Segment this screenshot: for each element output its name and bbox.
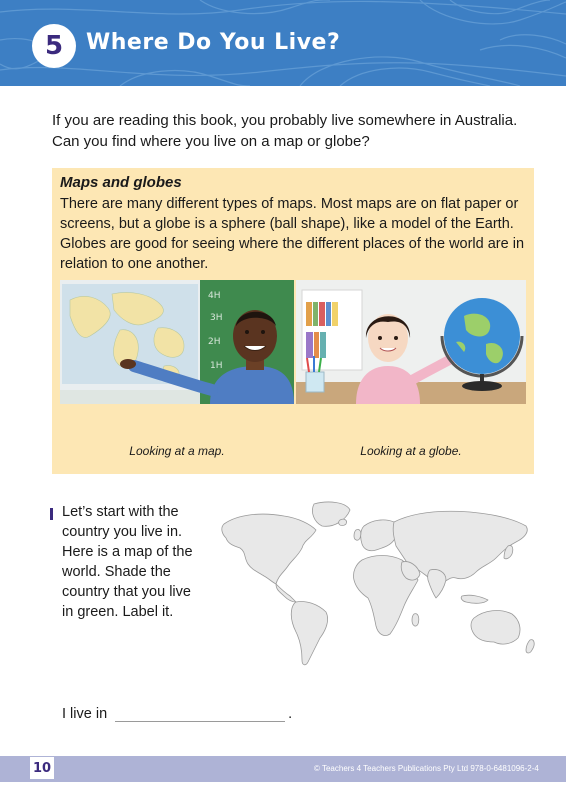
europe-shape (361, 520, 398, 551)
photo-girl-with-globe (296, 280, 526, 404)
box-heading: Maps and globes (60, 174, 182, 191)
page-number-box (30, 757, 54, 779)
page-number: 10 (32, 760, 52, 776)
central-america-shape (276, 584, 296, 602)
activity-marker (50, 508, 53, 520)
activity-instructions (62, 502, 222, 622)
north-america-shape (222, 514, 316, 584)
activity-line: country that you live (62, 584, 191, 600)
box-text-line: relation to one another. (60, 256, 209, 272)
india-shape (428, 569, 446, 598)
world-map[interactable] (218, 500, 540, 668)
activity-line: Here is a map of the (62, 544, 193, 560)
answer-sentence (62, 706, 292, 722)
new-zealand-shape (526, 640, 534, 653)
svg-text:1H: 1H (210, 361, 223, 371)
chapter-number: 5 (44, 31, 64, 61)
page-title: Where Do You Live? (86, 30, 341, 55)
uk-shape (354, 529, 361, 540)
chapter-badge (32, 24, 76, 68)
copyright-notice: © Teachers 4 Teachers Publications Pty Ltd 978-0-6481096-2-4 (314, 764, 539, 773)
answer-blank[interactable] (115, 708, 285, 722)
box-text-line: screens, but a globe is a sphere (ball shape), like a model of the Earth. (60, 216, 514, 232)
box-text-line: Globes are good for seeing where the different places of the world are in (60, 236, 525, 252)
header-banner (0, 0, 566, 86)
caption-globe-photo: Looking at a globe. (360, 444, 462, 458)
photo-boy-with-map (60, 280, 294, 404)
svg-text:4H: 4H (208, 291, 221, 301)
activity-line: world. Shade the (62, 564, 171, 580)
maps-and-globes-box (52, 168, 534, 474)
answer-period: . (288, 706, 293, 722)
activity-line: Let’s start with the (62, 504, 179, 520)
intro-paragraph (52, 110, 522, 152)
south-america-shape (291, 601, 327, 664)
indonesia-shape (461, 595, 488, 603)
svg-text:2H: 2H (208, 337, 221, 347)
box-text (60, 194, 530, 274)
madagascar-shape (412, 614, 419, 626)
activity-line: country you live in. (62, 524, 183, 540)
box-text-line: There are many different types of maps. Most maps are on flat paper or (60, 196, 519, 212)
activity-line: in green. Label it. (62, 604, 174, 620)
intro-line: Can you find where you live on a map or globe? (52, 133, 370, 150)
australia-shape (471, 611, 520, 645)
caption-map-photo: Looking at a map. (129, 444, 225, 458)
intro-line: If you are reading this book, you probably live somewhere in Australia. (52, 112, 518, 129)
svg-text:3H: 3H (210, 313, 223, 323)
iceland-shape (339, 519, 347, 525)
answer-label: I live in (62, 706, 108, 722)
